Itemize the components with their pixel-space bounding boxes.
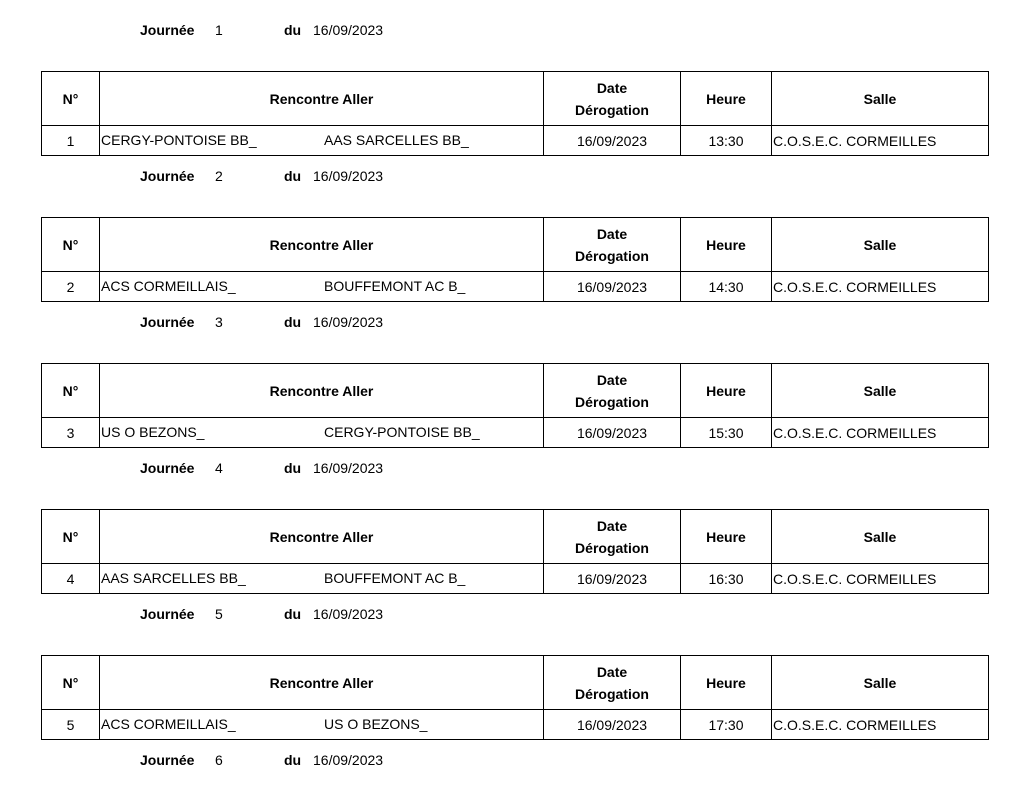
journee-number: 1: [215, 22, 223, 38]
col-salle-header: Salle: [772, 656, 989, 710]
match-time: 17:30: [681, 710, 772, 740]
match-venue: C.O.S.E.C. CORMEILLES: [772, 126, 989, 156]
match-time: 15:30: [681, 418, 772, 448]
journee-label: Journée: [140, 314, 195, 330]
col-date-line2: Dérogation: [575, 101, 649, 118]
match-venue: C.O.S.E.C. CORMEILLES: [772, 564, 989, 594]
home-team: US O BEZONS_: [101, 424, 205, 440]
col-heure-header: Heure: [681, 72, 772, 126]
match-table: [41, 509, 989, 594]
journee-label: Journée: [140, 460, 195, 476]
match-teams: [100, 564, 544, 594]
match-teams: [100, 710, 544, 740]
table-header-row: [42, 364, 989, 418]
journee-number: 2: [215, 168, 223, 184]
match-number: 1: [42, 126, 100, 156]
home-team: AAS SARCELLES BB_: [101, 570, 246, 586]
col-rencontre-header: Rencontre Aller: [100, 72, 544, 126]
match-table: [41, 71, 989, 156]
col-rencontre-header: Rencontre Aller: [100, 218, 544, 272]
col-date-line1: Date: [596, 225, 628, 242]
du-label: du: [284, 22, 302, 38]
match-date: 16/09/2023: [544, 418, 681, 448]
home-team: CERGY-PONTOISE BB_: [101, 132, 257, 148]
col-date-line2: Dérogation: [575, 247, 649, 264]
journee-date: 16/09/2023: [313, 314, 384, 330]
col-date-line1: Date: [596, 663, 628, 680]
match-venue: C.O.S.E.C. CORMEILLES: [772, 418, 989, 448]
table-header-row: [42, 510, 989, 564]
du-label: du: [284, 752, 302, 768]
journee-number: 5: [215, 606, 223, 622]
journee-date: 16/09/2023: [313, 606, 384, 622]
col-date-header: [544, 72, 681, 126]
match-teams: [100, 272, 544, 302]
col-date-line2: Dérogation: [575, 539, 649, 556]
col-heure-header: Heure: [681, 364, 772, 418]
journee-label: Journée: [140, 22, 195, 38]
du-label: du: [284, 606, 302, 622]
match-date: 16/09/2023: [544, 710, 681, 740]
match-venue: C.O.S.E.C. CORMEILLES: [772, 272, 989, 302]
table-row: [42, 272, 989, 302]
journee-number: 4: [215, 460, 223, 476]
du-label: du: [284, 168, 302, 184]
away-team: CERGY-PONTOISE BB_: [324, 424, 480, 440]
col-num-header: N°: [42, 218, 100, 272]
home-team: ACS CORMEILLAIS_: [101, 716, 236, 732]
match-date: 16/09/2023: [544, 564, 681, 594]
journee-label: Journée: [140, 168, 195, 184]
col-heure-header: Heure: [681, 218, 772, 272]
match-time: 13:30: [681, 126, 772, 156]
col-salle-header: Salle: [772, 72, 989, 126]
match-number: 4: [42, 564, 100, 594]
journee-label: Journée: [140, 752, 195, 768]
away-team: BOUFFEMONT AC B_: [324, 278, 466, 294]
col-date-line1: Date: [596, 371, 628, 388]
journee-number: 6: [215, 752, 223, 768]
journee-header: [0, 22, 1024, 42]
match-table: [41, 363, 989, 448]
table-row: [42, 564, 989, 594]
col-date-header: [544, 218, 681, 272]
away-team: AAS SARCELLES BB_: [324, 132, 469, 148]
journee-header: [0, 606, 1024, 626]
home-team: ACS CORMEILLAIS_: [101, 278, 236, 294]
journee-date: 16/09/2023: [313, 752, 384, 768]
col-date-header: [544, 656, 681, 710]
journee-date: 16/09/2023: [313, 22, 384, 38]
match-venue: C.O.S.E.C. CORMEILLES: [772, 710, 989, 740]
table-header-row: [42, 218, 989, 272]
col-num-header: N°: [42, 72, 100, 126]
table-header-row: [42, 656, 989, 710]
away-team: US O BEZONS_: [324, 716, 428, 732]
col-date-header: [544, 510, 681, 564]
col-salle-header: Salle: [772, 510, 989, 564]
col-rencontre-header: Rencontre Aller: [100, 364, 544, 418]
match-date: 16/09/2023: [544, 126, 681, 156]
col-num-header: N°: [42, 510, 100, 564]
col-num-header: N°: [42, 656, 100, 710]
match-number: 3: [42, 418, 100, 448]
away-team: BOUFFEMONT AC B_: [324, 570, 466, 586]
col-salle-header: Salle: [772, 364, 989, 418]
journee-header: [0, 314, 1024, 334]
match-table: [41, 217, 989, 302]
du-label: du: [284, 460, 302, 476]
table-row: [42, 126, 989, 156]
journee-number: 3: [215, 314, 223, 330]
journee-date: 16/09/2023: [313, 168, 384, 184]
col-heure-header: Heure: [681, 510, 772, 564]
journee-label: Journée: [140, 606, 195, 622]
col-date-header: [544, 364, 681, 418]
journee-header: [0, 752, 1024, 772]
col-date-line2: Dérogation: [575, 393, 649, 410]
table-row: [42, 710, 989, 740]
match-table: [41, 655, 989, 740]
match-teams: [100, 126, 544, 156]
col-rencontre-header: Rencontre Aller: [100, 656, 544, 710]
journee-header: [0, 168, 1024, 188]
col-heure-header: Heure: [681, 656, 772, 710]
col-num-header: N°: [42, 364, 100, 418]
match-number: 5: [42, 710, 100, 740]
table-header-row: [42, 72, 989, 126]
col-salle-header: Salle: [772, 218, 989, 272]
match-date: 16/09/2023: [544, 272, 681, 302]
match-time: 14:30: [681, 272, 772, 302]
col-date-line1: Date: [596, 517, 628, 534]
match-teams: [100, 418, 544, 448]
match-time: 16:30: [681, 564, 772, 594]
col-rencontre-header: Rencontre Aller: [100, 510, 544, 564]
journee-date: 16/09/2023: [313, 460, 384, 476]
table-row: [42, 418, 989, 448]
match-number: 2: [42, 272, 100, 302]
du-label: du: [284, 314, 302, 330]
journee-header: [0, 460, 1024, 480]
col-date-line2: Dérogation: [575, 685, 649, 702]
col-date-line1: Date: [596, 79, 628, 96]
